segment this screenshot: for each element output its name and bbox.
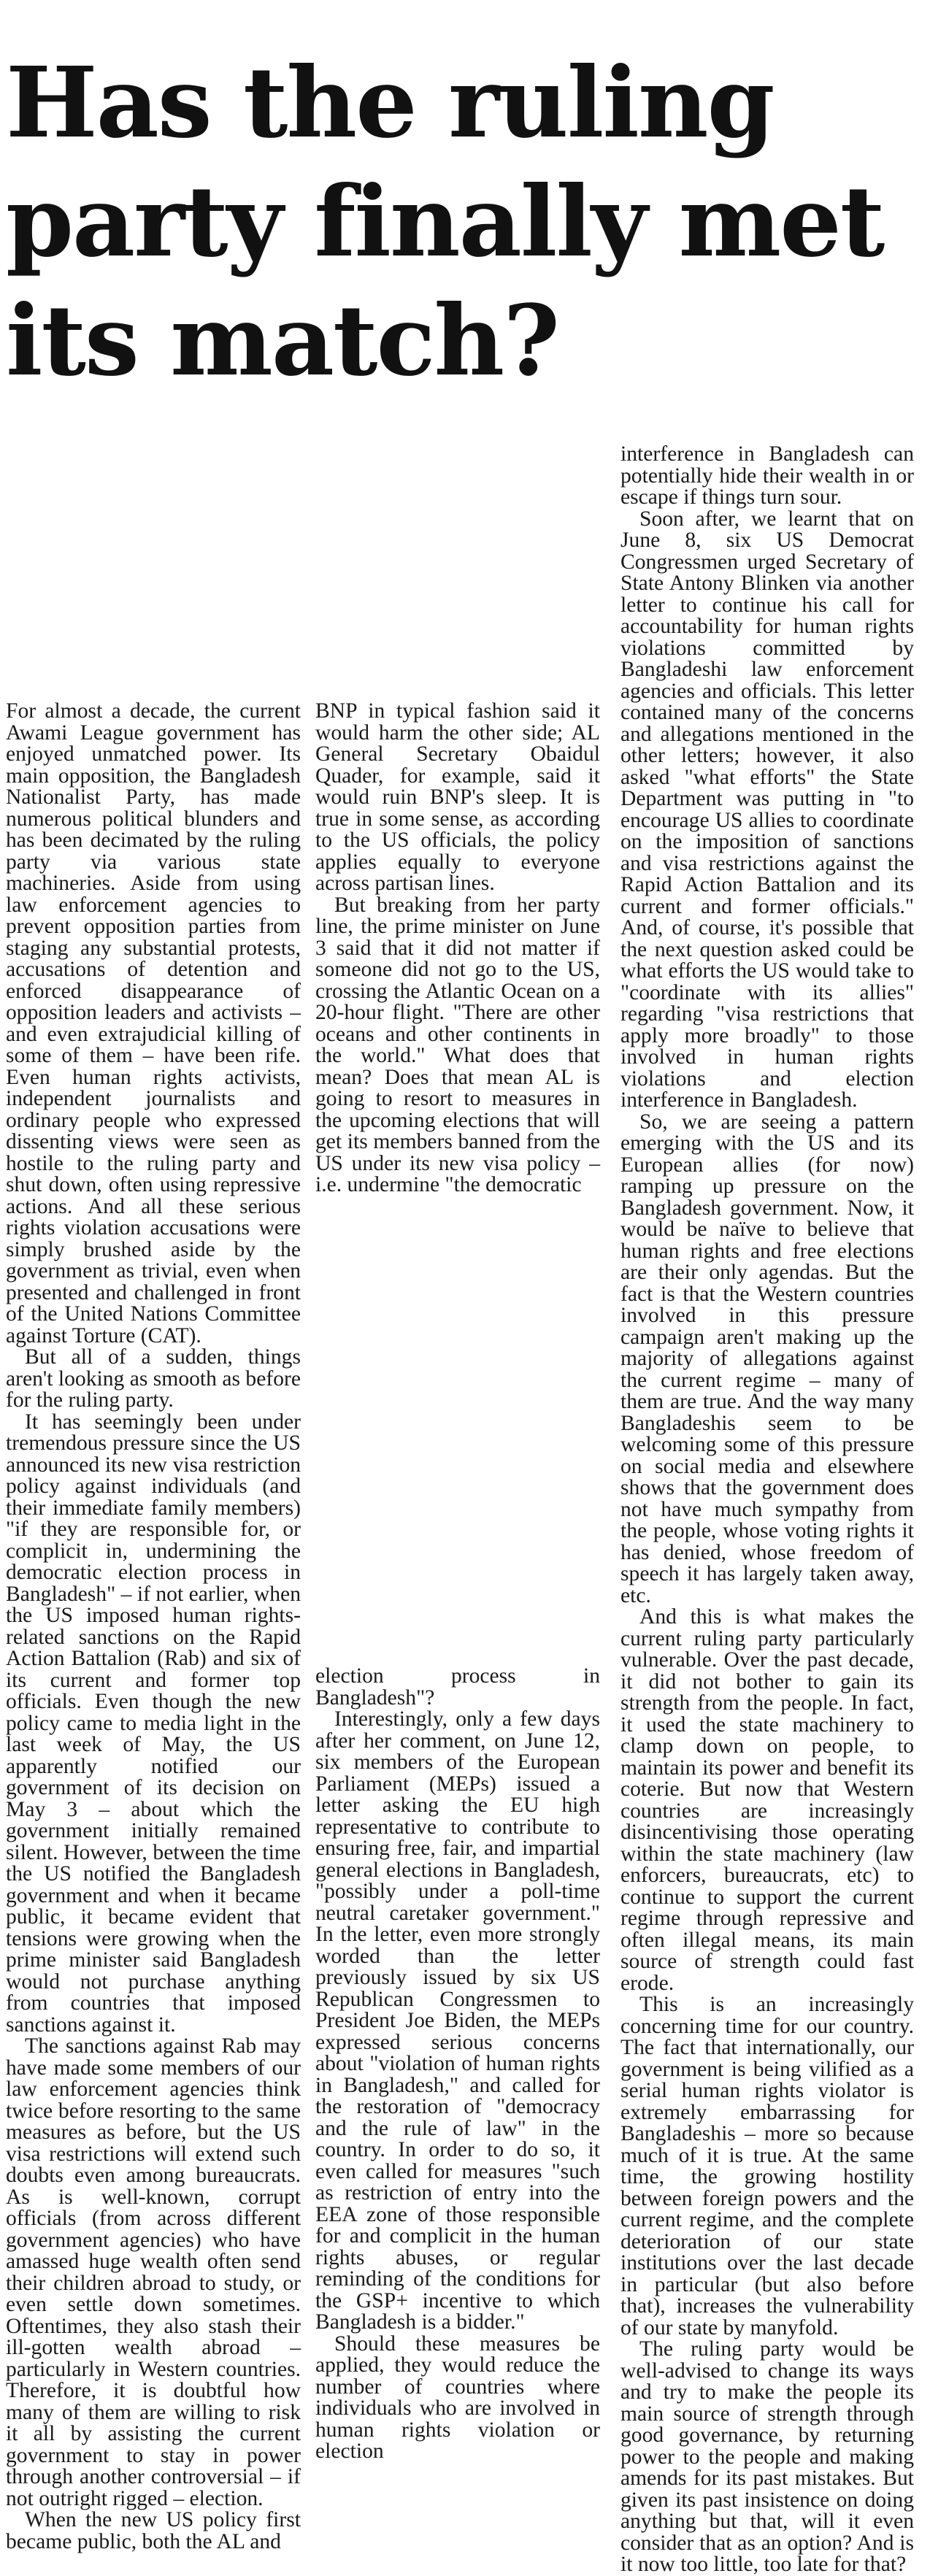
article-column-3 <box>620 444 914 2576</box>
paragraph: The ruling party would be well-advised to change its ways and try to make the people its main source of strength through good governance, by returning power to the people and making amends for its past mistakes. But given its past insistence on doing anything but that, will it even consider that as an option? And is it now too little, too late for that? <box>620 2337 914 2576</box>
headline-line-3: its match? <box>6 284 559 398</box>
paragraph: And this is what makes the current ruling party particularly vulnerable. Over the past decade, it did not bother to gain its strength from the people. In fact, it used the state machinery to clamp down on people, to maintain its power and benefit its coterie. But now that Western countries are increasingly disincentivising those operating within the state machinery (law enforcers, bureaucrats, etc) to continue to support the current regime through repressive and often illegal means, its main source of strength could fast erode. <box>620 1605 914 1995</box>
headline-line-2: party finally met <box>6 165 884 279</box>
paragraph: This is an increasingly concerning time for our country. The fact that internationally, our government is being vilified as a serial human rights violator is extremely embarrassing for Bangladeshis – more so because much of it is true. At the same time, the growing hostility between foreign powers and the current regime, and the complete deterioration of our state institutions over the last decade in particular (but also before that), increases the vulnerability of our state by manyfold. <box>620 1993 914 2339</box>
headline <box>6 44 918 401</box>
paragraph: BNP in typical fashion said it would harm the other side; AL General Secretary Obaidul Quader, for example, said it would ruin BNP's sleep. It is true in some sense, as according to the US officials, the policy applies equally to everyone across partisan lines. <box>315 699 600 895</box>
paragraph: So, we are seeing a pattern emerging with the US and its European allies (for now) ramping up pressure on the Bangladesh government. Now, it would be naïve to believe that human rights and free elections are their only agendas. But the fact is that the Western countries involved in this pressure campaign aren't making up the majority of allegations against the current regime – many of them are true. And the way many Bangladeshis seem to be welcoming some of this pressure on social media and elsewhere shows that the government does not have much sympathy from the people, whose voting rights it has denied, whose freedom of speech it has largely taken away, etc. <box>620 1110 914 1607</box>
paragraph: When the new US policy first became public, both the AL and <box>6 2508 301 2553</box>
paragraph: Interestingly, only a few days after her comment, on June 12, six members of the European Parliament (MEPs) issued a letter asking the EU high representative to contribute to ensuring free, fair, and impartial general elections in Bangladesh, "possibly under a poll-time neutral caretaker government." In the letter, even more strongly worded than the letter previously issued by six US Republican Congressmen to President Joe Biden, the MEPs expressed serious concerns about "violation of human rights in Bangladesh," and called for the restoration of "democracy and the rule of law" in the country. In order to do so, it even called for measures "such as restriction of entry into the EEA zone of those responsible for and complicit in the human rights abuses, or regular reminding of the conditions for the GSP+ incentive to which Bangladesh is a bidder." <box>315 1707 600 2334</box>
paragraph: election process in Bangladesh"? <box>315 1664 600 1710</box>
article-column-1 <box>6 701 301 2553</box>
headline-line-1: Has the ruling <box>6 46 774 160</box>
paragraph: Should these measures be applied, they would reduce the number of countries where individuals who are involved in human rights violation or election <box>315 2331 600 2463</box>
article-column-2-top <box>315 701 600 1196</box>
paragraph: The sanctions against Rab may have made some members of our law enforcement agencies think twice before resorting to the same measures as before, but the US visa restrictions will extend such doubts even among bureaucrats. As is well-known, corrupt officials (from across different government agencies) who have amassed huge wealth often send their children abroad to study, or even settle down sometimes. Oftentimes, they also stash their ill-gotten wealth abroad – particularly in Western countries. Therefore, it is doubtful how many of them are willing to risk it all by assisting the current government to stay in power through another controversial – if not outright rigged – election. <box>6 2034 301 2510</box>
article-column-2-bottom <box>315 1666 600 2463</box>
paragraph: But all of a sudden, things aren't looking as smooth as before for the ruling party. <box>6 1345 301 1412</box>
paragraph: It has seemingly been under tremendous pressure since the US announced its new visa restriction policy against individuals (and their immediate family members) "if they are responsible for, or complicit in, undermining the democratic election process in Bangladesh" – if not earlier, when the US imposed human rights-related sanctions on the Rapid Action Battalion (Rab) and six of its current and former top officials. Even though the new policy came to media light in the last week of May, the US apparently notified our government of its decision on May 3 – about which the government initially remained silent. However, between the time the US notified the Bangladesh government and when it became public, it became evident that tensions were growing when the prime minister said Bangladesh would not purchase anything from countries that imposed sanctions against it. <box>6 1410 301 2037</box>
paragraph: For almost a decade, the current Awami League government has enjoyed unmatched power. Its main opposition, the Bangladesh Nationalist Party, has made numerous political blunders and has been decimated by the ruling party via various state machineries. Aside from using law enforcement agencies to prevent opposition parties from staging any substantial protests, accusations of detention and enforced disappearance of opposition leaders and activists – and even extrajudicial killing of some of them – have been rife. Even human rights activists, independent journalists and ordinary people who expressed dissenting views were seen as hostile to the ruling party and shut down, often using repressive actions. And all these serious rights violation accusations were simply brushed aside by the government as trivial, even when presented and challenged in front of the United Nations Committee against Torture (CAT). <box>6 699 301 1347</box>
paragraph: Soon after, we learnt that on June 8, six US Democrat Congressmen urged Secretary of State Antony Blinken via another letter to continue his call for accountability for human rights violations committed by Bangladeshi law enforcement agencies and officials. This letter contained many of the concerns and allegations mentioned in the other letters; however, it also asked "what efforts" the State Department was putting in "to encourage US allies to coordinate on the imposition of sanctions and visa restrictions against the Rapid Action Battalion and its current and former officials." And, of course, it's possible that the next question asked could be what efforts the US would take to "coordinate with its allies" regarding "visa restrictions that apply more broadly" to those involved in human rights violations and election interference in Bangladesh. <box>620 507 914 1112</box>
paragraph: interference in Bangladesh can potentially hide their wealth in or escape if things turn sour. <box>620 442 914 509</box>
paragraph: But breaking from her party line, the prime minister on June 3 said that it did not matter if someone did not go to the US, crossing the Atlantic Ocean on a 20-hour flight. "There are other oceans and other continents in the world." What does that mean? Does that mean AL is going to resort to measures in the upcoming elections that will get its members banned from the US under its new visa policy – i.e. undermine "the democratic <box>315 893 600 1196</box>
